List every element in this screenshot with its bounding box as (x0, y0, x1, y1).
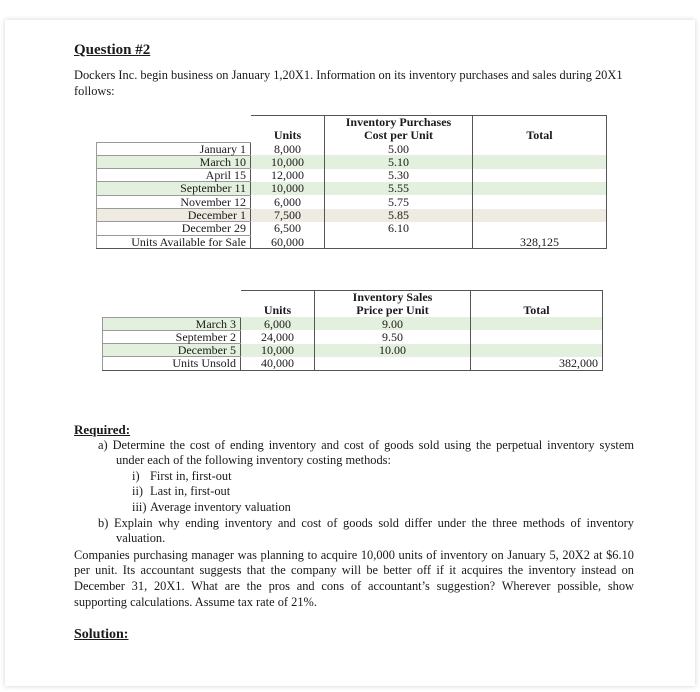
table-row (97, 195, 607, 208)
method-item: i) First in, first-out (132, 468, 232, 483)
row-units: 10,000 (251, 155, 325, 168)
row-cost: 5.00 (325, 142, 473, 155)
summary-units: 40,000 (241, 357, 315, 370)
row-price: 10.00 (315, 344, 471, 357)
sales-heading: Inventory Sales (315, 291, 471, 304)
table-row (97, 142, 607, 155)
row-cost: 6.10 (325, 222, 473, 235)
requirement-a (90, 438, 634, 469)
requirement-paragraph: Companies purchasing manager was planning to acquire 10,000 units of inventory on January 5, 20X2 at $6.10 per unit. Its accountant suggests that the company will be better off if it acquires the inventory instead on December 31, 20X1. What are the pros and cons of accountant’s suggestion? Wherever possible, show supporting calculations. Assume tax rate of 21%. (74, 547, 634, 609)
purchases-cost-header: Cost per Unit (325, 129, 473, 142)
row-label: January 1 (97, 142, 251, 155)
table-row (97, 222, 607, 235)
summary-total: 328,125 (473, 235, 607, 248)
row-units: 6,000 (241, 317, 315, 330)
row-label: March 10 (97, 155, 251, 168)
summary-label: Units Available for Sale (97, 235, 251, 248)
table-row (97, 155, 607, 168)
row-units: 10,000 (241, 344, 315, 357)
summary-units: 60,000 (251, 235, 325, 248)
row-cost: 5.85 (325, 209, 473, 222)
row-label: April 15 (97, 169, 251, 182)
row-units: 6,000 (251, 195, 325, 208)
purchases-heading: Inventory Purchases (325, 116, 473, 129)
requirement-b-marker: b) (98, 515, 109, 530)
summary-row (103, 357, 603, 370)
purchases-column-header-row (97, 129, 607, 142)
purchases-total-header: Total (473, 129, 607, 142)
row-units: 6,500 (251, 222, 325, 235)
required-section (74, 422, 634, 610)
purchases-table (96, 115, 607, 249)
row-label: December 5 (103, 344, 241, 357)
table-row (103, 330, 603, 343)
row-units: 12,000 (251, 169, 325, 182)
method-item: ii) Last in, first-out (132, 484, 231, 499)
summary-total: 382,000 (471, 357, 603, 370)
row-units: 8,000 (251, 142, 325, 155)
question-intro: Dockers Inc. begin business on January 1,20X1. Information on its inventory purchases and sales during 20X1 follows: (74, 68, 623, 98)
summary-label: Units Unsold (103, 357, 241, 370)
sales-heading-row (103, 291, 603, 304)
row-label: December 1 (97, 209, 251, 222)
sales-units-header: Units (241, 304, 315, 317)
question-title: Question #2 (74, 42, 151, 58)
row-label: November 12 (97, 195, 251, 208)
table-row (103, 344, 603, 357)
table-row (97, 182, 607, 195)
required-heading: Required: (74, 422, 131, 437)
sales-table (102, 290, 603, 371)
solution-heading: Solution: (74, 627, 129, 642)
sales-column-header-row (103, 304, 603, 317)
row-price: 9.50 (315, 330, 471, 343)
requirement-a-marker: a) (98, 437, 108, 452)
row-label: September 11 (97, 182, 251, 195)
method-item: iii) Average inventory valuation (132, 499, 291, 514)
requirement-b-text: Explain why ending inventory and cost of goods sold differ under the three methods of inventory valuation. (114, 515, 634, 546)
requirement-b (90, 516, 634, 547)
requirement-a-text: Determine the cost of ending inventory and cost of goods sold using the perpetual inventory system under each of the following inventory costing methods: (112, 437, 634, 468)
table-row (103, 317, 603, 330)
row-units: 7,500 (251, 209, 325, 222)
row-cost: 5.30 (325, 169, 473, 182)
row-cost: 5.75 (325, 195, 473, 208)
row-units: 24,000 (241, 330, 315, 343)
sales-price-header: Price per Unit (315, 304, 471, 317)
row-cost: 5.55 (325, 182, 473, 195)
row-label: December 29 (97, 222, 251, 235)
purchases-heading-row (97, 116, 607, 129)
row-cost: 5.10 (325, 155, 473, 168)
row-label: September 2 (103, 330, 241, 343)
summary-row (97, 235, 607, 248)
table-row (97, 209, 607, 222)
row-price: 9.00 (315, 317, 471, 330)
purchases-units-header: Units (251, 129, 325, 142)
row-units: 10,000 (251, 182, 325, 195)
row-label: March 3 (103, 317, 241, 330)
sales-total-header: Total (471, 304, 603, 317)
table-row (97, 169, 607, 182)
